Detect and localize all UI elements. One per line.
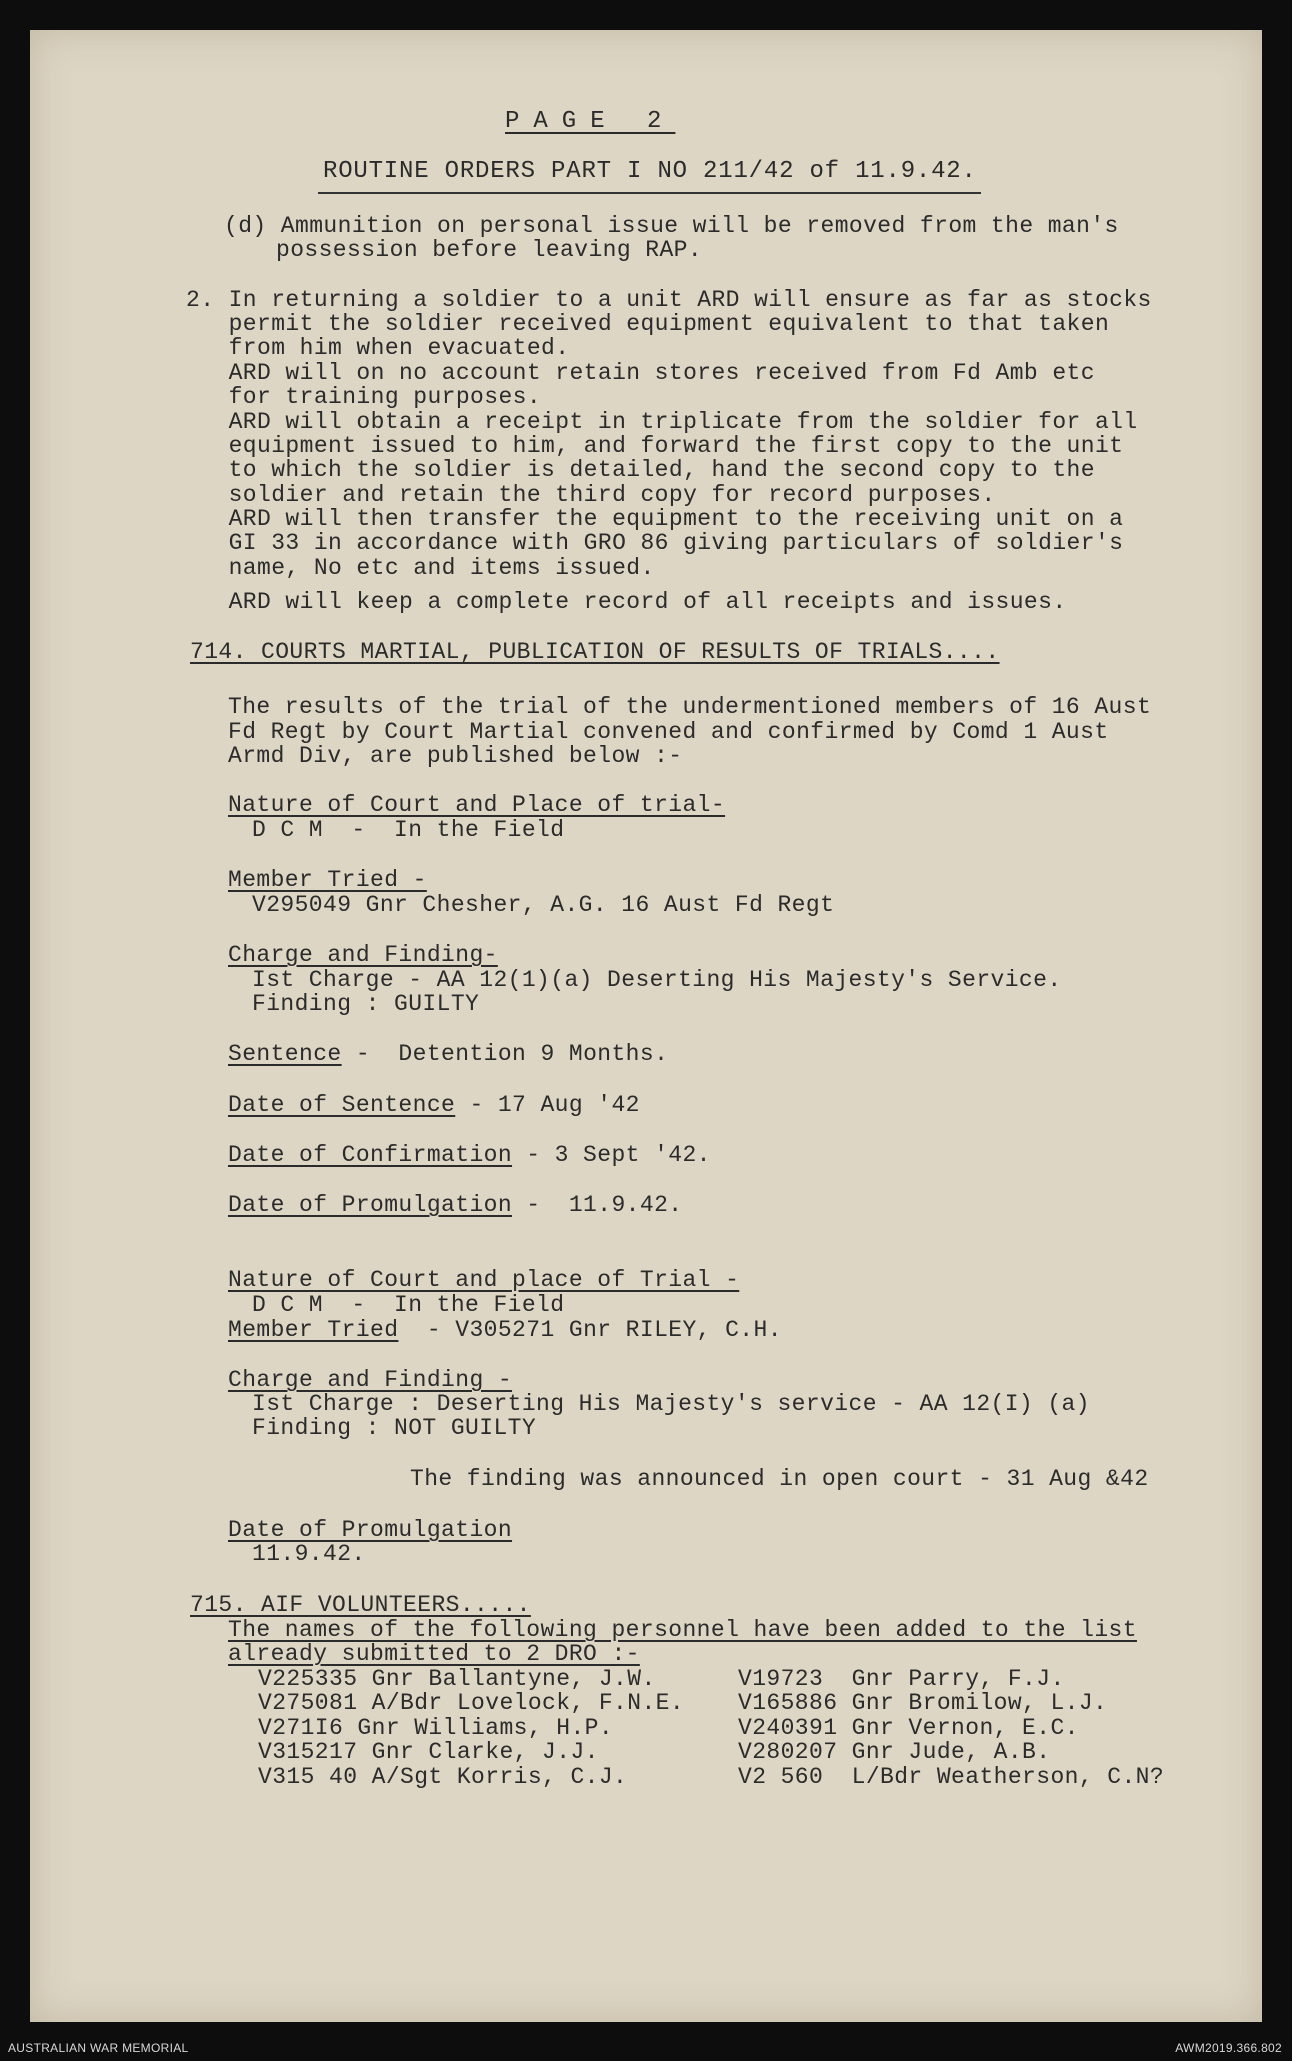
trial-1-nature-label: Nature of Court and Place of trial- — [228, 792, 726, 818]
document-page — [30, 30, 1262, 2022]
trial-1-date-conf-value: - 3 Sept '42. — [512, 1142, 711, 1168]
trial-2-member — [228, 1318, 782, 1343]
trial-1-member-label: Member Tried - — [228, 867, 427, 893]
trial-1-charge-label: Charge and Finding- — [228, 942, 498, 968]
para-2-line: soldier and retain the third copy for record purposes. — [186, 482, 996, 508]
para-2-line: for training purposes. — [186, 384, 542, 410]
subtitle-rule — [318, 192, 981, 194]
volunteer-entry: V315 40 A/Sgt Korris, C.J. — [258, 1764, 628, 1790]
trial-2-member-label: Member Tried — [228, 1317, 399, 1343]
trial-2-date-prom-value: 11.9.42. — [252, 1541, 366, 1567]
section-715-heading: 715. AIF VOLUNTEERS..... — [190, 1592, 531, 1618]
section-714-intro-line: Fd Regt by Court Martial convened and confirmed by Comd 1 Aust — [228, 719, 1109, 745]
section-714-intro-line: The results of the trial of the undermentioned members of 16 Aust — [228, 694, 1152, 720]
trial-1-date-conf-label: Date of Confirmation — [228, 1142, 513, 1168]
volunteer-entry: V271I6 Gnr Williams, H.P. — [258, 1715, 614, 1741]
trial-1-date-prom-value: - 11.9.42. — [512, 1192, 683, 1218]
trial-2-nature-label: Nature of Court and place of Trial - — [228, 1267, 740, 1293]
volunteer-entry: V19723 Gnr Parry, F.J. — [738, 1666, 1065, 1692]
trial-1-date-of-confirmation — [228, 1143, 711, 1168]
volunteer-entry: V315217 Gnr Clarke, J.J. — [258, 1739, 599, 1765]
section-714-intro-line: Armd Div, are published below :- — [228, 743, 683, 769]
trial-2-nature-value: D C M - In the Field — [252, 1292, 565, 1318]
trial-1-sentence — [228, 1042, 668, 1067]
trial-1-sentence-label: Sentence — [228, 1041, 342, 1067]
trial-2-date-prom-label: Date of Promulgation — [228, 1517, 513, 1543]
para-2-line: to which the soldier is detailed, hand the second copy to the — [186, 457, 1095, 483]
para-2-line: ARD will on no account retain stores received from Fd Amb etc — [186, 360, 1095, 386]
trial-2-member-value: - V305271 Gnr RILEY, C.H. — [398, 1317, 782, 1343]
para-2-line: name, No etc and items issued. — [186, 555, 655, 581]
volunteer-entry: V225335 Gnr Ballantyne, J.W. — [258, 1666, 656, 1692]
volunteer-entry: V280207 Gnr Jude, A.B. — [738, 1739, 1051, 1765]
footer-source: AUSTRALIAN WAR MEMORIAL — [8, 2041, 189, 2055]
para-2-line: from him when evacuated. — [186, 335, 570, 361]
volunteer-entry: V275081 A/Bdr Lovelock, F.N.E. — [258, 1690, 685, 1716]
para-2-line: ARD will keep a complete record of all receipts and issues. — [186, 589, 1067, 615]
section-714-heading: 714. COURTS MARTIAL, PUBLICATION OF RESULTS OF TRIALS.... — [190, 639, 1000, 665]
trial-1-date-of-promulgation — [228, 1193, 682, 1218]
trial-2-charge-label: Charge and Finding - — [228, 1367, 513, 1393]
page-label: PAGE 2 — [505, 108, 676, 135]
volunteer-entry: V165886 Gnr Bromilow, L.J. — [738, 1690, 1108, 1716]
trial-1-charge-value: Ist Charge - AA 12(1)(a) Deserting His Majesty's Service. — [252, 967, 1062, 993]
section-715-intro-line: The names of the following personnel have been added to the list — [228, 1617, 1137, 1643]
para-d-line-2: possession before leaving RAP. — [276, 237, 703, 263]
section-715-intro-line: already submitted to 2 DRO :- — [228, 1641, 640, 1667]
trial-1-date-prom-label: Date of Promulgation — [228, 1192, 513, 1218]
para-2-line: ARD will then transfer the equipment to the receiving unit on a — [186, 506, 1124, 532]
trial-1-date-of-sentence — [228, 1093, 640, 1118]
trial-2-announced: The finding was announced in open court - 31 Aug &42 — [410, 1466, 1149, 1492]
trial-1-member-value: V295049 Gnr Chesher, A.G. 16 Aust Fd Regt — [252, 892, 835, 918]
para-d-line-1: (d) Ammunition on personal issue will be removed from the man's — [224, 213, 1119, 239]
para-2-line: 2. In returning a soldier to a unit ARD will ensure as far as stocks — [186, 287, 1152, 313]
volunteer-entry: V2 560 L/Bdr Weatherson, C.N? — [738, 1764, 1165, 1790]
document-subtitle: ROUTINE ORDERS PART I NO 211/42 of 11.9.42. — [323, 158, 977, 185]
para-2-line: GI 33 in accordance with GRO 86 giving particulars of soldier's — [186, 530, 1124, 556]
trial-1-date-sentence-value: - 17 Aug '42 — [455, 1092, 640, 1118]
trial-1-finding: Finding : GUILTY — [252, 991, 480, 1017]
trial-1-sentence-value: - Detention 9 Months. — [341, 1041, 669, 1067]
footer-accession-number: AWM2019.366.802 — [1175, 2041, 1282, 2055]
para-2-line: equipment issued to him, and forward the first copy to the unit — [186, 433, 1124, 459]
trial-1-date-sentence-label: Date of Sentence — [228, 1092, 456, 1118]
volunteer-entry: V240391 Gnr Vernon, E.C. — [738, 1715, 1079, 1741]
para-2-line: permit the soldier received equipment equivalent to that taken — [186, 311, 1110, 337]
para-2-line: ARD will obtain a receipt in triplicate from the soldier for all — [186, 409, 1138, 435]
trial-2-charge-value: Ist Charge : Deserting His Majesty's service - AA 12(I) (a) — [252, 1391, 1090, 1417]
trial-2-finding: Finding : NOT GUILTY — [252, 1415, 537, 1441]
trial-1-nature-value: D C M - In the Field — [252, 817, 565, 843]
